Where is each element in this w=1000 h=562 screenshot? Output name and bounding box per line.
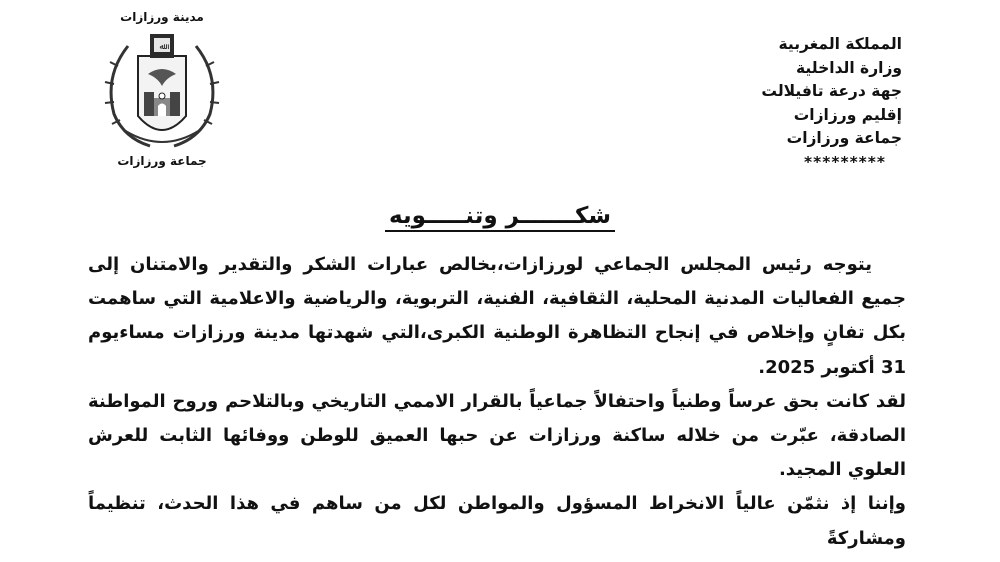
header-line-kingdom: المملكة المغربية bbox=[778, 35, 902, 53]
emblem-crest-icon bbox=[98, 26, 226, 154]
city-emblem bbox=[92, 10, 232, 168]
paragraph-appreciation: وإننا إذ نثمّن عالياً الانخراط المسؤول والمواطن لكل من ساهم في هذا الحدث، تنظيماً ومشاركةً bbox=[88, 493, 906, 549]
ministry-header bbox=[642, 33, 902, 174]
letter-body bbox=[88, 248, 906, 556]
header-separator: ********* bbox=[804, 152, 886, 171]
svg-text:ﷲ: ﷲ bbox=[159, 42, 165, 51]
page-title-text: شكـــــــر وتنـــــويه bbox=[385, 203, 615, 232]
page-title bbox=[0, 203, 1000, 229]
header-line-region: جهة درعة تافيلالت bbox=[761, 82, 902, 100]
header-line-commune: جماعة ورزازات bbox=[786, 129, 902, 147]
header-line-ministry: وزارة الداخلية bbox=[796, 58, 902, 77]
paragraph-thanks: يتوجه رئيس المجلس الجماعي لورزازات،بخالص عبارات الشكر والتقدير والامتنان إلى جميع الفعاليات المدنية المحلية، الثقافية، الفنية، التربوية، والرياضية والاعلامية التي ساهمت بكل تفانٍ وإخلاص في إنجاح التظاهرة الوطنية الكبرى،التي شهدتها مدينة ورزازات مساءيوم 31 أكتوبر 2025. bbox=[88, 254, 906, 378]
emblem-top-label: مدينة ورزازات bbox=[120, 10, 204, 24]
paragraph-celebration: لقد كانت بحق عرساً وطنياً واحتفالاً جماعياً بالقرار الاممي التاريخي وبالتلاحم وروح المواطنة الصادقة، عبّرت من خلاله ساكنة ورزازات عن حبها العميق للوطن ووفائها الثابت للعرش العلوي المجيد. bbox=[88, 390, 906, 481]
header-line-province: إقليم ورزازات bbox=[793, 105, 902, 124]
emblem-bottom-label: جماعة ورزازات bbox=[117, 154, 207, 168]
